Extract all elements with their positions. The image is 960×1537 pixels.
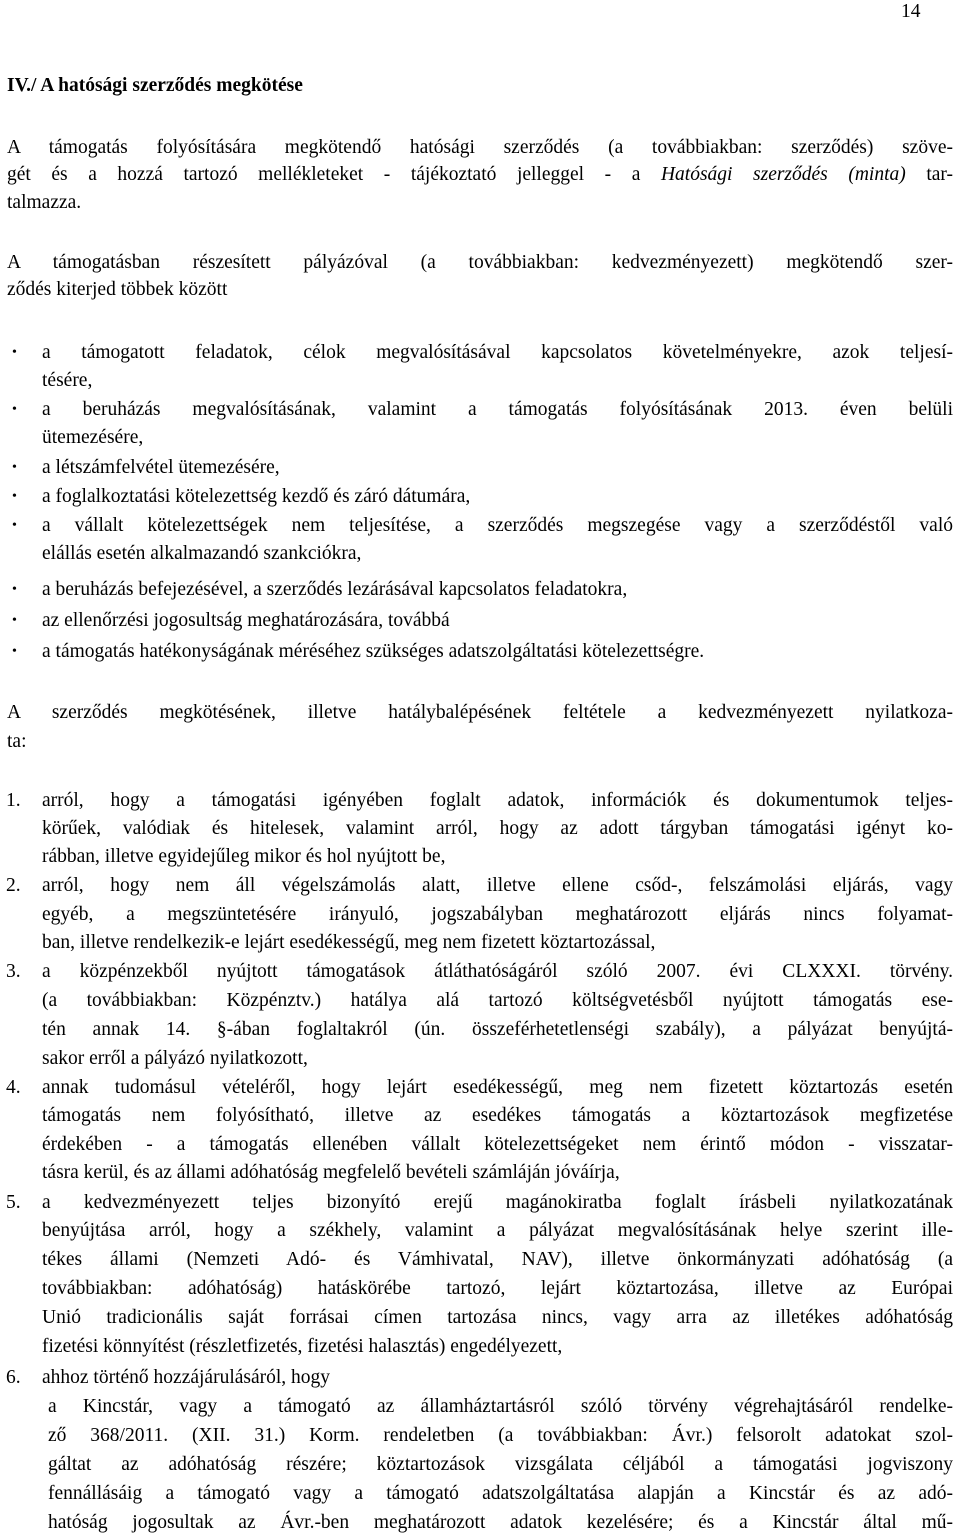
bullet-marker: •	[12, 613, 17, 628]
numbered-item-3-line: tén annak 14. §-ában foglaltakról (ún. összeférhetetlenségi szabály), a pályázat benyújtá-	[42, 1019, 953, 1040]
numbered-item-6-sub-line: gáltat az adóhatóság részére; köztartozások vizsgálata céljából a támogatási jogviszony	[48, 1454, 953, 1475]
bullet-item-2: a beruházás megvalósításának, valamint a támogatás folyósításának 2013. éven belüli	[42, 399, 953, 420]
numbered-item-6: ahhoz történő hozzájárulásáról, hogy	[42, 1367, 331, 1388]
numbered-item-2-line: egyéb, a megszüntetésére irányuló, jogszabályban meghatározott eljárás nincs folyamat-	[42, 904, 953, 925]
numbered-item-3: a közpénzekből nyújtott támogatások átláthatóságáról szóló 2007. évi CLXXXI. törvény.	[42, 961, 953, 982]
numbered-item-1-line: körűek, valódiak és hitelesek, valamint arról, hogy az adott tárgyban támogatási igényt ko-	[42, 818, 953, 839]
numbered-item-5-line: benyújtása arról, hogy a székhely, valamint a pályázat megvalósításának helye szerint ille-	[42, 1220, 953, 1241]
item-number: 1.	[6, 790, 21, 811]
numbered-item-5-line: tékes állami (Nemzeti Adó- és Vámhivatal, NAV), illetve önkormányzati adóhatóság (a	[42, 1249, 953, 1270]
paragraph-2-line-1: A támogatásban részesített pályázóval (a továbbiakban: kedvezményezett) megkötendő szer-	[7, 252, 953, 273]
section-heading: IV./ A hatósági szerződés megkötése	[7, 75, 303, 96]
numbered-item-3-line: sakor erről a pályázó nyilatkozott,	[42, 1048, 308, 1069]
paragraph-3-line-2: ta:	[7, 731, 27, 752]
bullet-item-6: a beruházás befejezésével, a szerződés lezárásával kapcsolatos feladatokra,	[42, 579, 628, 600]
numbered-item-2: arról, hogy nem áll végelszámolás alatt, illetve ellene csőd-, felszámolási eljárás, vagy	[42, 875, 953, 896]
bullet-marker: •	[12, 402, 17, 417]
paragraph-1-line-2	[7, 163, 953, 187]
bullet-item-5: a vállalt kötelezettségek nem teljesítése, a szerződés megszegése vagy a szerződéstől való	[42, 515, 953, 536]
bullet-item-1-cont: tésére,	[42, 370, 93, 391]
paragraph-2-line-2: ződés kiterjed többek között	[7, 279, 228, 300]
numbered-item-6-sub-line: a Kincstár, vagy a támogató az államháztartásról szóló törvény végrehajtásáról rendelke-	[48, 1396, 953, 1417]
bullet-item-3: a létszámfelvétel ütemezésére,	[42, 457, 280, 478]
bullet-marker: •	[12, 460, 17, 475]
numbered-item-1: arról, hogy a támogatási igényében foglalt adatok, információk és dokumentumok teljes-	[42, 790, 953, 811]
numbered-item-6-sub-line: ző 368/2011. (XII. 31.) Korm. rendeletben (a továbbiakban: Ávr.) felsorolt adatokat szol-	[48, 1425, 953, 1446]
bullet-item-4: a foglalkoztatási kötelezettség kezdő és záró dátumára,	[42, 486, 471, 507]
text-run: gét és a hozzá tartozó mellékleteket - tájékoztató jelleggel - a	[7, 164, 661, 185]
bullet-item-2-cont: ütemezésére,	[42, 427, 144, 448]
numbered-item-6-sub-line: fennállásáig a támogató vagy a támogató adatszolgáltatása alapján a Kincstár és az adó-	[48, 1483, 953, 1504]
numbered-item-5-line: Unió tradicionális saját forrásai címen tartozása nincs, vagy arra az illetékes adóhatóság	[42, 1307, 953, 1328]
numbered-item-6-sub-line: hatóság jogosultak az Ávr.-ben meghatározott adatok kezelésére; és a Kincstár által mű-	[48, 1512, 953, 1533]
bullet-item-1: a támogatott feladatok, célok megvalósításával kapcsolatos követelményekre, azok teljesí-	[42, 342, 953, 363]
item-number: 3.	[6, 961, 21, 982]
paragraph-3-line-1: A szerződés megkötésének, illetve hatálybalépésének feltétele a kedvezményezett nyilatkoza-	[7, 702, 953, 723]
bullet-marker: •	[12, 518, 17, 533]
numbered-item-5-line: továbbiakban: adóhatóság) hatáskörébe tartozó, lejárt köztartozása, illetve az Európai	[42, 1278, 953, 1299]
bullet-item-7: az ellenőrzési jogosultság meghatározására, továbbá	[42, 610, 450, 631]
text-run: tar-	[905, 164, 953, 185]
paragraph-1-line-1: A támogatás folyósítására megkötendő hatósági szerződés (a továbbiakban: szerződés) szöve-	[7, 137, 953, 158]
bullet-marker: •	[12, 489, 17, 504]
bullet-marker: •	[12, 345, 17, 360]
bullet-marker: •	[12, 644, 17, 659]
numbered-item-4-line: érdekében - a támogatás ellenében vállalt kötelezettségeket nem érintő módon - visszatar-	[42, 1134, 953, 1155]
item-number: 5.	[6, 1192, 21, 1213]
page-number: 14	[901, 1, 921, 22]
paragraph-1-line-3: talmazza.	[7, 192, 82, 213]
numbered-item-5-line: fizetési könnyítést (részletfizetés, fizetési halasztás) engedélyezett,	[42, 1336, 563, 1357]
numbered-item-3-line: (a továbbiakban: Közpénztv.) hatálya alá tartozó költségvetésből nyújtott támogatás ese-	[42, 990, 953, 1011]
bullet-item-5-cont: elállás esetén alkalmazandó szankciókra,	[42, 543, 362, 564]
numbered-item-4-line: tásra kerül, és az állami adóhatóság megfelelő bevételi számláján jóváírja,	[42, 1162, 620, 1183]
item-number: 4.	[6, 1077, 21, 1098]
item-number: 6.	[6, 1367, 21, 1388]
numbered-item-1-line: rábban, illetve egyidejűleg mikor és hol nyújtott be,	[42, 846, 446, 867]
bullet-item-8: a támogatás hatékonyságának méréséhez szükséges adatszolgáltatási kötelezettségre.	[42, 641, 705, 662]
numbered-item-5: a kedvezményezett teljes bizonyító erejű magánokiratba foglalt írásbeli nyilatkozatának	[42, 1192, 953, 1213]
numbered-item-4-line: támogatás nem folyósítható, illetve az esedékes támogatás a köztartozások megfizetése	[42, 1105, 953, 1126]
item-number: 2.	[6, 875, 21, 896]
bullet-marker: •	[12, 582, 17, 597]
numbered-item-4: annak tudomásul vételéről, hogy lejárt esedékességű, meg nem fizetett köztartozás esetén	[42, 1077, 953, 1098]
numbered-item-2-line: ban, illetve rendelkezik-e lejárt esedékességű, meg nem fizetett köztartozással,	[42, 932, 656, 953]
italic-title: Hatósági szerződés (minta)	[660, 164, 906, 185]
